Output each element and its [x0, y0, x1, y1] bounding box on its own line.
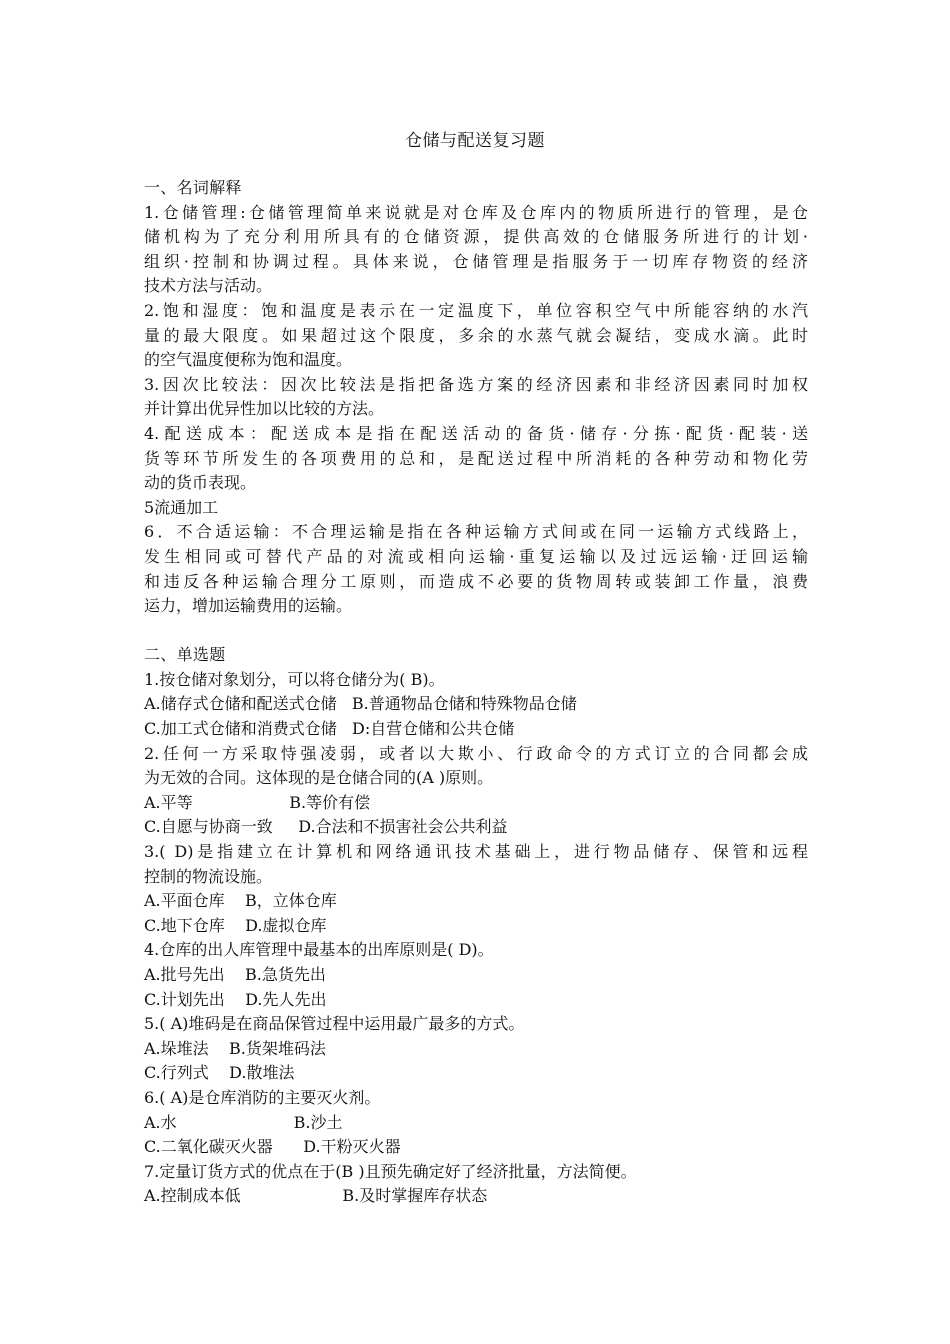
option-line: A.垛堆法 B.货架堆码法 — [144, 1038, 326, 1058]
question-line: 3.( D)是指建立在计算机和网络通讯技术基础上，进行物品储存、保管和远程 — [144, 842, 808, 862]
term-line: 5流通加工 — [144, 497, 219, 517]
spacer — [144, 619, 808, 644]
term-line: 2.饱和湿度：饱和温度是表示在一定温度下，单位容积空气中所能容纳的水汽 — [144, 300, 808, 320]
term-line: 的空气温度便称为饱和温度。 — [144, 350, 353, 370]
option-line: A.批号先出 B.急货先出 — [144, 965, 326, 984]
option-line: C.自愿与协商一致 D.合法和不损害社会公共利益 — [144, 817, 508, 837]
term-line: 储机构为了充分利用所具有的仓储资源，提供高效的仓储服务所进行的计划· — [144, 227, 808, 247]
term-line: 运力，增加运输费用的运输。 — [144, 596, 353, 616]
term-line: 货等环节所发生的各项费用的总和，是配送过程中所消耗的各种劳动和物化劳 — [144, 448, 808, 468]
option-line: A.平等 B.等价有偿 — [144, 792, 371, 812]
question-line: 1.按仓储对象划分，可以将仓储分为( B)。 — [144, 669, 445, 689]
term-line: 1.仓储管理:仓储管理简单来说就是对仓库及仓库内的物质所进行的管理，是仓 — [144, 202, 808, 222]
document-title: 仓储与配送复习题 — [405, 131, 545, 151]
term-line: 并计算出优异性加以比较的方法。 — [144, 399, 385, 419]
section-heading-terms: 一、名词解释 — [144, 178, 242, 197]
term-line: 组织·控制和协调过程。具体来说，仓储管理是指服务于一切库存物资的经济 — [144, 251, 808, 271]
option-line: C.加工式仓储和消费式仓储 D:自营仓储和公共仓储 — [144, 719, 515, 739]
question-line: 控制的物流设施。 — [144, 866, 273, 886]
option-line: C.计划先出 D.先人先出 — [144, 989, 327, 1009]
term-line: 和违反各种运输合理分工原则，而造成不必要的货物周转或装卸工作量，浪费 — [144, 571, 808, 591]
term-line: 量的最大限度。如果超过这个限度，多余的水蒸气就会凝结，变成水滴。此时 — [144, 325, 808, 345]
option-line: A.平面仓库 B，立体仓库 — [144, 891, 337, 911]
question-line: 4.仓库的出人库管理中最基本的出库原则是( D)。 — [144, 940, 494, 960]
document-body — [144, 176, 808, 1209]
question-line: 2.任何一方采取恃强凌弱，或者以大欺小、行政命令的方式订立的合同都会成 — [144, 743, 808, 763]
term-line: 3.因次比较法：因次比较法是指把备选方案的经济因素和非经济因素同时加权 — [144, 374, 808, 394]
term-line: 6．不合适运输：不合理运输是指在各种运输方式间或在同一运输方式线路上， — [144, 522, 808, 542]
option-line: C.地下仓库 D.虚拟仓库 — [144, 915, 327, 935]
term-line: 发生相同或可替代产品的对流或相向运输·重复运输以及过远运输·迂回运输 — [144, 546, 808, 566]
option-line: A.储存式仓储和配送式仓储 B.普通物品仓储和特殊物品仓储 — [144, 694, 577, 714]
option-line: A.水 B.沙土 — [144, 1112, 343, 1132]
section-heading-single-choice: 二、单选题 — [144, 645, 226, 665]
option-line: C.行列式 D.散堆法 — [144, 1063, 295, 1083]
question-line: 5.( A)堆码是在商品保管过程中运用最广最多的方式。 — [144, 1014, 525, 1034]
term-line: 技术方法与活动。 — [144, 276, 273, 296]
question-line: 6.( A)是仓库消防的主要灭火剂。 — [144, 1087, 381, 1107]
term-line: 4.配送成本：配送成本是指在配送活动的备货·储存·分拣·配货·配装·送 — [144, 423, 808, 443]
question-line: 7.定量订货方式的优点在于(B )且预先确定好了经济批量，方法简便。 — [144, 1161, 637, 1181]
question-line: 为无效的合同。这体现的是仓储合同的(A )原则。 — [144, 768, 494, 788]
term-line: 动的货币表现。 — [144, 473, 257, 493]
option-line: A.控制成本低 B.及时掌握库存状态 — [144, 1186, 488, 1206]
option-line: C.二氧化碳灭火器 D.干粉灭火器 — [144, 1137, 401, 1157]
